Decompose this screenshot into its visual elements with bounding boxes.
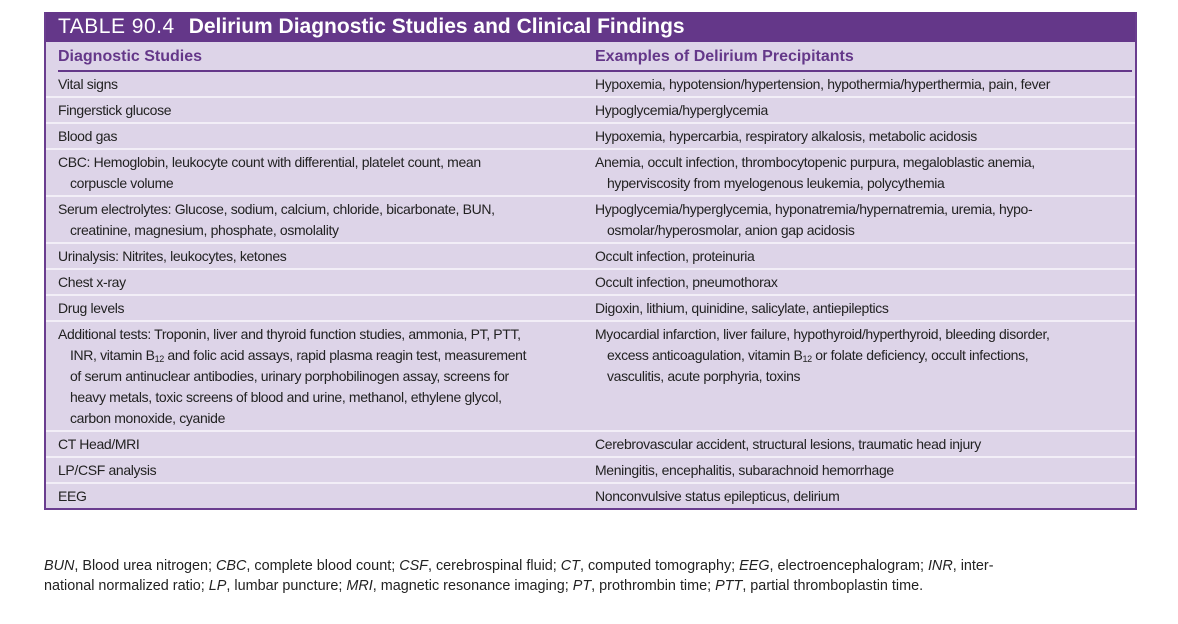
footnote-definition: , computed tomography; [579, 558, 740, 574]
table-row [46, 242, 1135, 268]
cell-line [58, 298, 575, 319]
footnote-abbreviation: CT [560, 558, 580, 574]
table-row [46, 122, 1135, 148]
cell-text: excess anticoagulation, vitamin B [607, 347, 803, 363]
cell-text: Hypoxemia, hypercarbia, respiratory alkalosis, metabolic acidosis [595, 128, 977, 144]
cell-text: corpuscle volume [70, 175, 174, 191]
table-header-row [46, 42, 1135, 72]
footnote-definition: , Blood urea nitrogen; [74, 558, 216, 574]
cell-line [595, 298, 1123, 319]
table-row [46, 320, 1135, 430]
cell-text: Vital signs [58, 76, 118, 92]
table-row [46, 268, 1135, 294]
diagnostic-study-cell [46, 484, 583, 508]
cell-text: LP/CSF analysis [58, 462, 157, 478]
cell-text: Fingerstick glucose [58, 102, 172, 118]
cell-text: Anemia, occult infection, thrombocytopenic purpura, megaloblastic anemia, [595, 154, 1035, 170]
cell-text: Occult infection, pneumothorax [595, 274, 778, 290]
cell-text: Hypoglycemia/hyperglycemia, hyponatremia/hypernatremia, uremia, hypo- [595, 201, 1033, 217]
footnote-line-1 [44, 556, 1144, 576]
footnote-abbreviation: INR [927, 558, 953, 574]
cell-text: CBC: Hemoglobin, leukocyte count with differential, platelet count, mean [58, 154, 481, 170]
diagnostic-study-cell [46, 270, 583, 294]
cell-line [58, 387, 575, 408]
precipitants-cell [583, 197, 1123, 242]
table-row [46, 72, 1135, 96]
cell-line [595, 486, 1123, 507]
table-row [46, 482, 1135, 508]
diagnostic-study-cell [46, 197, 583, 242]
footnote-definition: , lumbar puncture; [226, 578, 347, 594]
cell-line [58, 74, 575, 95]
footnote-definition: , inter- [952, 558, 994, 574]
cell-line [595, 246, 1123, 267]
cell-line [58, 486, 575, 507]
precipitants-cell [583, 270, 1123, 294]
cell-line [58, 272, 575, 293]
precipitants-cell [583, 72, 1123, 96]
footnote-abbreviation: PTT [715, 578, 743, 594]
cell-text: EEG [58, 488, 87, 504]
cell-text: Serum electrolytes: Glucose, sodium, calcium, chloride, bicarbonate, BUN, [58, 201, 495, 217]
cell-line [595, 74, 1123, 95]
cell-line [595, 220, 1123, 241]
cell-text: Drug levels [58, 300, 125, 316]
cell-text: CT Head/MRI [58, 436, 140, 452]
cell-line [595, 152, 1123, 173]
table-row [46, 148, 1135, 195]
cell-line [595, 345, 1123, 366]
precipitants-cell [583, 244, 1123, 268]
table-title: Delirium Diagnostic Studies and Clinical Findings [188, 15, 685, 38]
precipitants-cell [583, 124, 1123, 148]
cell-text: Blood gas [58, 128, 118, 144]
diagnostic-study-cell [46, 322, 583, 430]
column-header-diagnostic-studies: Diagnostic Studies [58, 46, 595, 72]
cell-text: Additional tests: Troponin, liver and thyroid function studies, ammonia, PT, PTT, [58, 326, 521, 342]
footnote-definition: , cerebrospinal fluid; [427, 558, 561, 574]
column-header-precipitants: Examples of Delirium Precipitants [595, 46, 1132, 72]
cell-line [58, 345, 575, 366]
footnote-abbreviation: CBC [216, 558, 247, 574]
cell-line [595, 173, 1123, 194]
cell-line [58, 246, 575, 267]
diagnostic-study-cell [46, 72, 583, 96]
cell-text: Myocardial infarction, liver failure, hypothyroid/hyperthyroid, bleeding disorder, [595, 326, 1050, 342]
subscript: 12 [154, 354, 164, 364]
table-row [46, 430, 1135, 456]
diagnostic-study-cell [46, 150, 583, 195]
cell-text: Meningitis, encephalitis, subarachnoid hemorrhage [595, 462, 894, 478]
cell-text: hyperviscosity from myelogenous leukemia, polycythemia [607, 175, 945, 191]
table-row [46, 294, 1135, 320]
cell-text: of serum antinuclear antibodies, urinary porphobilinogen assay, screens for [70, 368, 509, 384]
precipitants-cell [583, 432, 1123, 456]
diagnostic-study-cell [46, 124, 583, 148]
cell-text: or folate deficiency, occult infections, [811, 347, 1029, 363]
diagnostic-study-cell [46, 98, 583, 122]
table-row [46, 195, 1135, 242]
footnote-definition: , magnetic resonance imaging; [372, 578, 573, 594]
diagnostic-study-cell [46, 244, 583, 268]
precipitants-cell [583, 150, 1123, 195]
precipitants-cell [583, 458, 1123, 482]
cell-text: heavy metals, toxic screens of blood and urine, methanol, ethylene glycol, [70, 389, 502, 405]
cell-text: Urinalysis: Nitrites, leukocytes, ketones [58, 248, 287, 264]
table-body [46, 72, 1135, 508]
cell-line [58, 152, 575, 173]
diagnostic-study-cell [46, 296, 583, 320]
cell-line [58, 366, 575, 387]
cell-line [595, 460, 1123, 481]
cell-line [58, 434, 575, 455]
cell-line [58, 324, 575, 345]
cell-line [58, 100, 575, 121]
precipitants-cell [583, 484, 1123, 508]
precipitants-cell [583, 296, 1123, 320]
footnote-abbreviation: EEG [739, 558, 770, 574]
footnote-abbreviation: PT [572, 578, 592, 594]
subscript: 12 [802, 354, 812, 364]
cell-text: carbon monoxide, cyanide [70, 410, 226, 426]
cell-line [595, 126, 1123, 147]
cell-text: Chest x-ray [58, 274, 126, 290]
cell-line [595, 100, 1123, 121]
footnote-line-2 [44, 576, 1144, 596]
footnote-abbreviation: CSF [399, 558, 428, 574]
footnote-definition: , complete blood count; [246, 558, 400, 574]
cell-text: Hypoxemia, hypotension/hypertension, hypothermia/hyperthermia, pain, fever [595, 76, 1051, 92]
cell-text: Hypoglycemia/hyperglycemia [595, 102, 768, 118]
cell-line [58, 408, 575, 429]
footnote-abbreviation: BUN [44, 558, 75, 574]
cell-line [595, 434, 1123, 455]
cell-text: Occult infection, proteinuria [595, 248, 755, 264]
cell-line [595, 272, 1123, 293]
cell-line [595, 324, 1123, 345]
cell-line [58, 220, 575, 241]
footnote-definition: , partial thromboplastin time. [742, 578, 924, 594]
cell-text: INR, vitamin B [70, 347, 155, 363]
footnote-definition: , electroencephalogram; [769, 558, 928, 574]
cell-text: and folic acid assays, rapid plasma reagin test, measurement [163, 347, 527, 363]
cell-line [58, 126, 575, 147]
cell-line [58, 199, 575, 220]
cell-text: Cerebrovascular accident, structural lesions, traumatic head injury [595, 436, 981, 452]
diagnostic-study-cell [46, 432, 583, 456]
precipitants-cell [583, 98, 1123, 122]
table-number: TABLE 90.4 [58, 15, 175, 38]
cell-line [595, 366, 1123, 387]
diagnostic-study-cell [46, 458, 583, 482]
precipitants-cell [583, 322, 1123, 430]
cell-text: vasculitis, acute porphyria, toxins [607, 368, 801, 384]
cell-text: Digoxin, lithium, quinidine, salicylate, antiepileptics [595, 300, 889, 316]
footnote-abbreviation: MRI [346, 578, 373, 594]
cell-text: Nonconvulsive status epilepticus, delirium [595, 488, 840, 504]
footnote-abbreviation: LP [208, 578, 227, 594]
cell-text: creatinine, magnesium, phosphate, osmolality [70, 222, 339, 238]
delirium-table [44, 12, 1137, 510]
cell-line [58, 460, 575, 481]
footnote-definition: national normalized ratio; [44, 578, 209, 594]
table-footnote [44, 556, 1144, 596]
table-row [46, 456, 1135, 482]
cell-line [58, 173, 575, 194]
table-row [46, 96, 1135, 122]
cell-line [595, 199, 1123, 220]
table-title-bar [46, 12, 1135, 42]
footnote-definition: , prothrombin time; [591, 578, 716, 594]
cell-text: osmolar/hyperosmolar, anion gap acidosis [607, 222, 855, 238]
